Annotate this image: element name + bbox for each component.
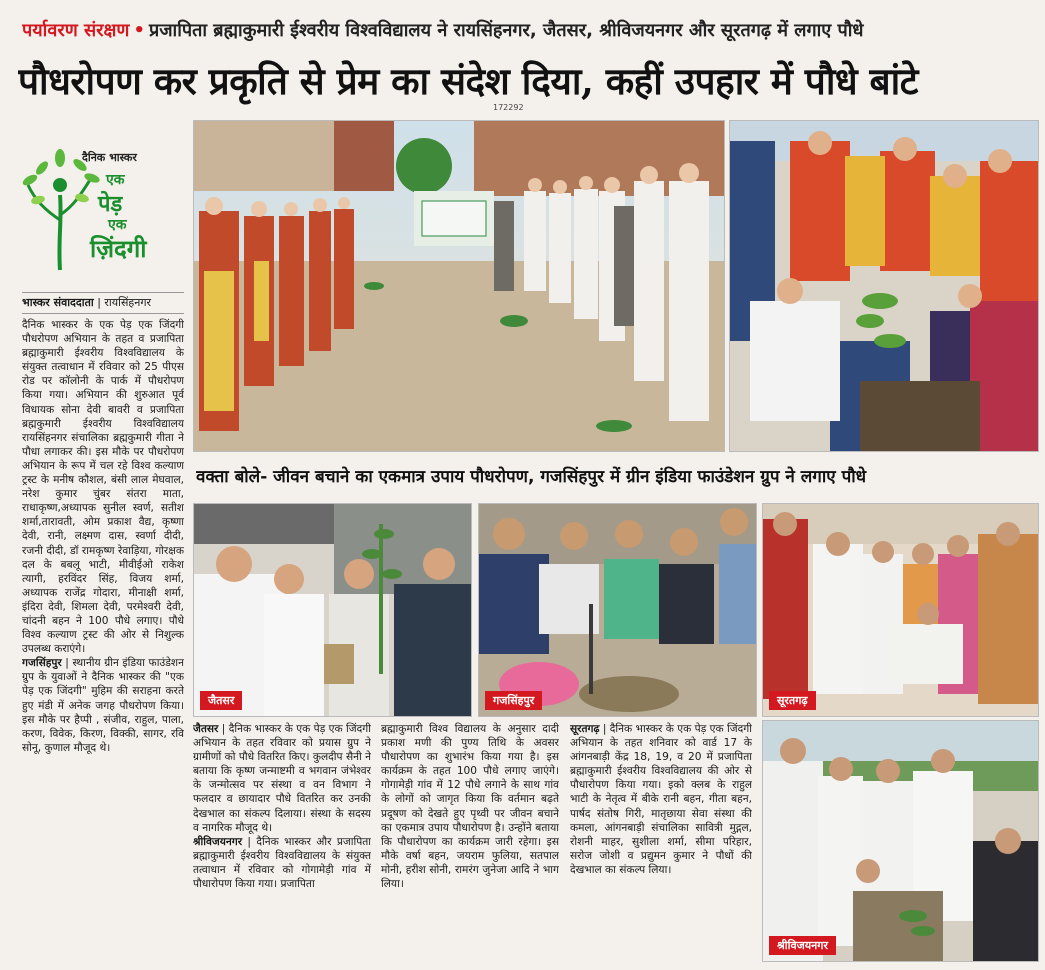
suratgarh-article-column: सूरतगढ़ | दैनिक भास्कर के एक पेड़ एक जिंदगी अभियान के तहत शनिवार को वार्ड 17 के आंगनबाड़ी केंद्र 18, 19, व 20 में प्रजापिता ब्रह्माकुमारी ईश्वरीय विश्वविद्यालय की ओर से पौधारोपण किया गया। इको क्लब के राहुल भाटी के नेतृत्व में बीके रानी बहन, गीता बहन, पार्षद संतोष गिरी, मातृछाया सेवा संस्था की कमला, आंगनबाड़ी संचालिका सावित्री मुद्गल, रोशनी माहर, सुशीला शर्मा, सीमा परिहार, सरोज जोशी व प्रद्युमन कुमार ने पौधों की देखभाल का संकल्प लिया। [570,723,752,876]
middle-article-column [381,722,559,960]
section-label: पर्यावरण संरक्षण [22,20,130,41]
logo-line-2: पेड़ [98,192,123,217]
left-dateline-2: गजसिंहपुर [22,657,62,670]
middle-text: ब्रह्माकुमारी विश्व विद्यालय के अनुसार दादी प्रकाश मणी की पुण्य तिथि के अवसर पौधारोपण का शुभारंभ किया गया है। इस कार्यक्रम के तहत 100 पौधे लगाए जाएंगे। गोगामेड़ी गांव में 12 पौधे लगाने के साथ गांव के लोगों को जागृत किया कि वर्तमान बढ़ते प्रदूषण को देखते हुए पृथ्वी पर जीवन बचाने का एकमात्र उपाय पौधारोपण है। उन्होंने बताया कि पौधारोपण का कार्यक्रम जारी रहेगा। इस मौके वर्षा बहन, जयराम फुलिया, सतपाल मोनी, हरीश सोनी, रामरंग जुनेजा आदि ने भाग लिया। [381,723,559,891]
logo-line-4: ज़िंदगी [90,235,147,263]
jaitsar-dateline: जैतसर [193,723,219,735]
kicker-line [22,18,1032,44]
left-para-1: दैनिक भास्कर के एक पेड़ एक जिंदगी पौधरोपण अभियान के तहत व प्रजापिता ब्रह्माकुमारी ईश्वरीय विश्वविद्यालय के संयुक्त तत्वाधान में रविवार को 25 पीएस रोड पर कॉलोनी के पार्क में पौधरोपण किया गया। अभियान की शुरुआत पूर्व विधायक सोना देवी बावरी व प्रजापिता ब्रह्मकुमारी ईश्वरीय विश्वविद्यालय रायसिंहनगर संचालिका ब्रह्मकुमारी गीता ने पौधा लगाकर की। इस मौके पर पौधरोपण अभियान के रूप में चल रहे विश्व कल्याण ट्रस्ट के मनीष कौशल, बंसी लाल मेघवाल, नरेश कुमार चुंबर संतरा माता, राधाकृष्ण,अध्यापक सुनील स्वर्ण, सतीश शर्मा,तारावती, ओम प्रकाश वैद्य, कृष्णा देवी, रानी, लक्ष्मण दास, स्वर्णा दीदी, रजनी दीदी, डॉ रामकृष्ण रेवाड़िया, गोरक्षक दल के बबलू भाटी, मीवीईओ राकेश त्यागी, हरविंदर सिंह, विजय शर्मा, अध्यापक राजेंद्र गोदारा, मीनाक्षी शर्मा, इंदिरा देवी, शिमला देवी, परमेश्वरी देवी, चांदनी बहन ने 100 पौधे लगाए। पौधे विश्व कल्याण ट्रस्ट की ओर से निशुल्क उपलब्ध कराएंगे। [22,319,184,656]
left-article-column: दैनिक भास्कर के एक पेड़ एक जिंदगी पौधरोपण अभियान के तहत व प्रजापिता ब्रह्माकुमारी ईश्वरीय विश्वविद्यालय के संयुक्त तत्वाधान में रविवार को 25 पीएस रोड पर कॉलोनी के पार्क में पौधरोपण किया गया। अभियान की शुरुआत पूर्व विधायक सोना देवी बावरी व प्रजापिता ब्रह्मकुमारी ईश्वरीय विश्वविद्यालय रायसिंहनगर संचालिका ब्रह्मकुमारी गीता ने पौधा लगाकर की। इस मौके पर पौधरोपण अभियान के रूप में चल रहे विश्व कल्याण ट्रस्ट के मनीष कौशल, बंसी लाल मेघवाल, नरेश कुमार चुंबर संतरा माता, राधाकृष्ण,अध्यापक सुनील स्वर्ण, सतीश शर्मा,तारावती, ओम प्रकाश वैद्य, कृष्णा देवी, रानी, लक्ष्मण दास, स्वर्णा दीदी, रजनी दीदी, डॉ रामकृष्ण रेवाड़िया, गोरक्षक दल के बबलू भाटी, मीवीईओ राकेश त्यागी, हरविंदर सिंह, विजय शर्मा, अध्यापक राजेंद्र गोदारा, मीनाक्षी शर्मा, इंदिरा देवी, शिमला देवी, परमेश्वरी देवी, चांदनी बहन ने 100 पौधे लगाए। पौधे विश्व कल्याण ट्रस्ट की ओर से निशुल्क उपलब्ध कराएंगे। गजसिंहपुर | स्थानीय ग्रीन इंडिया फाउंडेशन ग्रुप के युवाओं ने दैनिक भास्कर की "एक पेड़ एक जिंदगी" मुहिम की सराहना करते हुए मंडी में अनेक जगह पौधरोपण किया। इस मौके पर हैप्पी , संजीव, राहुल, पाला, करण, विवेक, किरण, विक्की, सागर, रवि सोनू, कुणाल मौजूद थे। [22,319,184,754]
vijaynagar-text: दैनिक भास्कर और प्रजापिता ब्रह्माकुमारी ईश्वरीय विश्वविद्यालय के संयुक्त तत्वाधान में रविवार को गोगामेड़ी गांव में पौधारोपण किया गया। प्रजापिता [193,835,371,891]
byline: भास्कर संवाददाता | रायसिंहनगर [22,292,184,314]
logo-line-1: एक [106,172,125,188]
image-code: 172292 [493,103,524,112]
jaitsar-article-column: जैतसर | दैनिक भास्कर के एक पेड़ एक जिंदगी अभियान के तहत रविवार को प्रयास ग्रुप ने ग्रामीणों को पौधे वितरित किए। कुलदीप सैनी ने बताया कि कृष्ण जन्माष्टमी व भगवान जंभेश्वर के जन्मोत्सव पर संस्था व वन विभाग ने फलदार व छायादार पौधे वितरित कर उनकी देखभाल का संकल्प दिलाया। संस्था के सदस्य व नागरिक मौजूद थे। श्रीविजयनगर | दैनिक भास्कर और प्रजापिता ब्रह्माकुमारी ईश्वरीय विश्वविद्यालय के संयुक्त तत्वाधान में रविवार को गोगामेड़ी गांव में पौधारोपण किया गया। प्रजापिता [193,723,371,891]
suratgarh-dateline: सूरतगढ़ [570,723,600,735]
byline-reporter: भास्कर संवाददाता [22,296,94,309]
caption-vijaynagar: श्रीविजयनगर [769,936,836,955]
byline-place: रायसिंहनगर [104,296,152,309]
vijaynagar-dateline: श्रीविजयनगर [193,835,243,848]
main-headline: पौधरोपण कर प्रकृति से प्रेम का संदेश दिया, कहीं उपहार में पौधे बांटे [18,59,918,103]
left-para-2: स्थानीय ग्रीन इंडिया फाउंडेशन ग्रुप के युवाओं ने दैनिक भास्कर की "एक पेड़ एक जिंदगी" मुहिम की सराहना करते हुए मंडी में अनेक जगह पौधरोपण किया। इस मौके पर हैप्पी , संजीव, राहुल, पाला, करण, विवेक, किरण, विक्की, सागर, रवि सोनू, कुणाल मौजूद थे। [22,657,184,754]
photo-gajsinghpur [478,503,757,717]
logo-brand: दैनिक भास्कर [82,151,137,164]
photo-park-group [193,120,725,452]
caption-gajsinghpur: गजसिंहपुर [485,691,542,710]
suratgarh-text: दैनिक भास्कर के एक पेड़ एक जिंदगी अभियान के तहत शनिवार को वार्ड 17 के आंगनबाड़ी केंद्र 18, 19, व 20 में प्रजापिता ब्रह्माकुमारी ईश्वरीय विश्वविद्यालय की ओर से पौधारोपण किया गया। इको क्लब के राहुल भाटी के नेतृत्व में बीके रानी बहन, गीता बहन, पार्षद संतोष गिरी, मातृछाया सेवा संस्था की कमला, आंगनबाड़ी संचालिका सावित्री मुद्गल, रोशनी माहर, सुशीला शर्मा, सीमा परिहार, सरोज जोशी व प्रद्युमन कुमार ने पौधों की देखभाल का संकल्प लिया। [570,723,752,876]
photo-vijaynagar [762,720,1039,962]
photo-suratgarh [762,503,1039,717]
photo-women-planting [729,120,1039,452]
jaitsar-text: दैनिक भास्कर के एक पेड़ एक जिंदगी अभियान के तहत रविवार को प्रयास ग्रुप ने ग्रामीणों को पौधे वितरित किए। कुलदीप सैनी ने बताया कि कृष्ण जन्माष्टमी व भगवान जंभेश्वर के जन्मोत्सव पर संस्था व वन विभाग ने फलदार व छायादार पौधे वितरित कर उनकी देखभाल का संकल्प दिलाया। संस्था के सदस्य व नागरिक मौजूद थे। [193,723,371,834]
kicker-separator: • [133,20,145,41]
subheadline: वक्ता बोले- जीवन बचाने का एकमात्र उपाय पौधरोपण, गजसिंहपुर में ग्रीन इंडिया फाउंडेशन ग्रुप ने लगाए पौधे [196,467,867,487]
caption-suratgarh: सूरतगढ़ [769,691,816,710]
campaign-logo [20,140,180,280]
kicker-text: प्रजापिता ब्रह्माकुमारी ईश्वरीय विश्वविद्यालय ने रायसिंहनगर, जैतसर, श्रीविजयनगर और सूरतगढ़ में लगाए पौधे [148,20,864,41]
caption-jaitsar: जैतसर [200,691,242,710]
logo-line-3: एक [108,217,127,233]
photo-jaitsar [193,503,472,717]
